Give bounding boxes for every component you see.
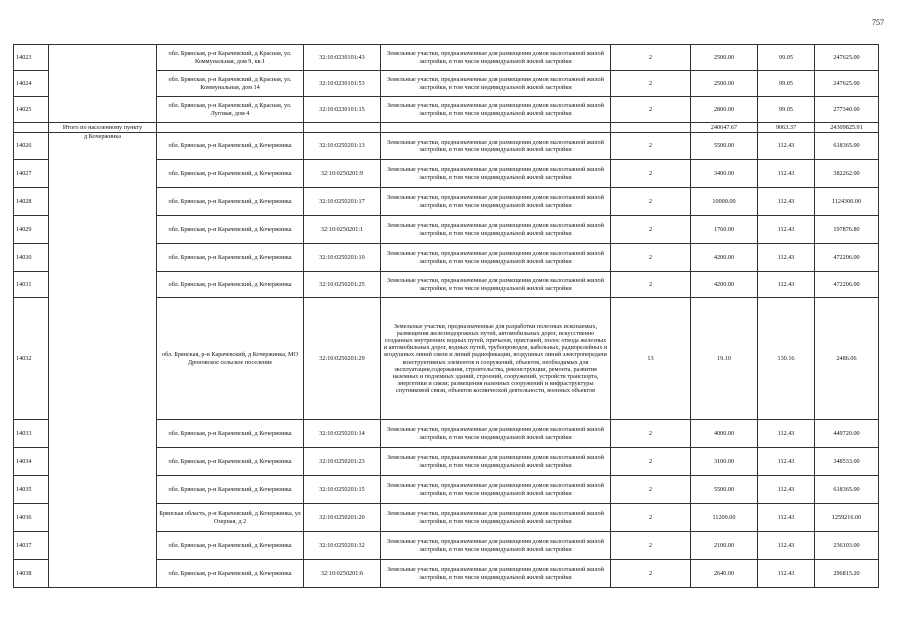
group-code-cell: 2 bbox=[611, 188, 691, 216]
address-cell: обл. Брянская, р-н Карачевский, д Кочержинка bbox=[157, 272, 304, 298]
specific-value-cell: 112.43 bbox=[758, 420, 815, 448]
area-cell: 2100.00 bbox=[691, 532, 758, 560]
land-use-cell: Земельные участки, предназначенные для размещения домов малоэтажной жилой застройки, в том числе индивидуальной жилой застройки bbox=[381, 71, 611, 97]
address-cell: обл. Брянская, р-н Карачевский, д Кочержинка bbox=[157, 476, 304, 504]
address-cell: обл. Брянская, р-н Карачевский, д Кочержинка bbox=[157, 244, 304, 272]
address-cell: Брянская область, р-н Карачевский, д Кочержинка, ул Озерная, д 2 bbox=[157, 504, 304, 532]
area-cell: 1760.00 bbox=[691, 216, 758, 244]
cadastral-number-cell: 32:10:0250201:14 bbox=[304, 420, 381, 448]
area-cell: 2500.00 bbox=[691, 71, 758, 97]
land-use-cell: Земельные участки, предназначенные для размещения домов малоэтажной жилой застройки, в том числе индивидуальной жилой застройки bbox=[381, 420, 611, 448]
group-code-cell: 2 bbox=[611, 532, 691, 560]
cadastral-value-cell: 296815.20 bbox=[815, 560, 879, 588]
address-cell: обл. Брянская, р-н Карачевский, д Кочержинка bbox=[157, 420, 304, 448]
group-code-cell: 2 bbox=[611, 216, 691, 244]
subtotal-empty bbox=[611, 123, 691, 133]
row-number: 14031 bbox=[14, 272, 49, 298]
row-number: 14032 bbox=[14, 298, 49, 420]
cadastral-number-cell: 32:10:0250201:1 bbox=[304, 216, 381, 244]
specific-value-cell: 99.05 bbox=[758, 97, 815, 123]
subtotal-number bbox=[14, 123, 49, 133]
subtotal-empty bbox=[381, 123, 611, 133]
land-use-cell: Земельные участки, предназначенные для размещения домов малоэтажной жилой застройки, в том числе индивидуальной жилой застройки bbox=[381, 448, 611, 476]
cadastral-value-cell: 618365.00 bbox=[815, 133, 879, 160]
specific-value-cell: 112.43 bbox=[758, 244, 815, 272]
cadastral-value-cell: 247625.00 bbox=[815, 71, 879, 97]
group-code-cell: 2 bbox=[611, 448, 691, 476]
area-cell: 4200.00 bbox=[691, 272, 758, 298]
subtotal-cadastral-value: 24309825.91 bbox=[815, 123, 879, 133]
address-cell: обл. Брянская, р-н Карачевский, д Кочержинка bbox=[157, 216, 304, 244]
area-cell: 3100.00 bbox=[691, 448, 758, 476]
cadastral-value-cell: 472206.00 bbox=[815, 244, 879, 272]
group-code-cell: 2 bbox=[611, 133, 691, 160]
cadastral-number-cell: 32:10:0250201:23 bbox=[304, 448, 381, 476]
area-cell: 4200.00 bbox=[691, 244, 758, 272]
address-cell: обл. Брянская, р-н Карачевский, д Красная, ул. Коммунальная, дом 14 bbox=[157, 71, 304, 97]
cadastral-value-cell: 382262.00 bbox=[815, 160, 879, 188]
cadastral-value-cell: 348533.00 bbox=[815, 448, 879, 476]
cadastral-number-cell: 32:10:0230101:15 bbox=[304, 97, 381, 123]
cadastral-number-cell: 32:10:0250201:10 bbox=[304, 244, 381, 272]
cadastral-value-cell: 247625.00 bbox=[815, 45, 879, 71]
land-use-cell: Земельные участки, предназначенные для размещения домов малоэтажной жилой застройки, в том числе индивидуальной жилой застройки bbox=[381, 216, 611, 244]
row-number: 14036 bbox=[14, 504, 49, 532]
area-cell: 2500.00 bbox=[691, 45, 758, 71]
land-use-cell: Земельные участки, предназначенные для размещения домов малоэтажной жилой застройки, в том числе индивидуальной жилой застройки bbox=[381, 188, 611, 216]
specific-value-cell: 112.43 bbox=[758, 216, 815, 244]
cadastral-value-cell: 449720.00 bbox=[815, 420, 879, 448]
land-use-cell: Земельные участки, предназначенные для размещения домов малоэтажной жилой застройки, в том числе индивидуальной жилой застройки bbox=[381, 504, 611, 532]
cadastral-value-cell: 2486.06 bbox=[815, 298, 879, 420]
land-use-cell: Земельные участки, предназначенные для размещения домов малоэтажной жилой застройки, в том числе индивидуальной жилой застройки bbox=[381, 97, 611, 123]
cadastral-value-cell: 197876.80 bbox=[815, 216, 879, 244]
row-number: 14030 bbox=[14, 244, 49, 272]
area-cell: 2640.00 bbox=[691, 560, 758, 588]
specific-value-cell: 112.43 bbox=[758, 448, 815, 476]
area-cell: 10000.00 bbox=[691, 188, 758, 216]
subtotal-row bbox=[14, 123, 879, 133]
specific-value-cell: 112.43 bbox=[758, 133, 815, 160]
area-cell: 5500.00 bbox=[691, 133, 758, 160]
group-code-cell: 2 bbox=[611, 476, 691, 504]
group-code-cell: 2 bbox=[611, 160, 691, 188]
row-number: 14029 bbox=[14, 216, 49, 244]
group-code-cell: 13 bbox=[611, 298, 691, 420]
table-row bbox=[14, 133, 879, 160]
area-cell: 3400.00 bbox=[691, 160, 758, 188]
address-cell: обл. Брянская, р-н Карачевский, д Кочержинка bbox=[157, 133, 304, 160]
area-cell: 19.10 bbox=[691, 298, 758, 420]
locality-cell bbox=[49, 45, 157, 123]
cadastral-number-cell: 32:10:0250201:17 bbox=[304, 188, 381, 216]
row-number: 14028 bbox=[14, 188, 49, 216]
specific-value-cell: 130.16 bbox=[758, 298, 815, 420]
specific-value-cell: 112.43 bbox=[758, 160, 815, 188]
address-cell: обл. Брянская, р-н Карачевский, д Кочержинка bbox=[157, 532, 304, 560]
cadastral-number-cell: 32:10:0250201:29 bbox=[304, 298, 381, 420]
table-row bbox=[14, 45, 879, 71]
specific-value-cell: 112.43 bbox=[758, 560, 815, 588]
land-use-cell: Земельные участки, предназначенные для размещения домов малоэтажной жилой застройки, в том числе индивидуальной жилой застройки bbox=[381, 272, 611, 298]
row-number: 14033 bbox=[14, 420, 49, 448]
row-number: 14027 bbox=[14, 160, 49, 188]
land-use-cell: Земельные участки, предназначенные для размещения домов малоэтажной жилой застройки, в том числе индивидуальной жилой застройки bbox=[381, 560, 611, 588]
cadastral-number-cell: 32:10:0250201:6 bbox=[304, 560, 381, 588]
cadastral-value-cell: 472206.00 bbox=[815, 272, 879, 298]
specific-value-cell: 112.43 bbox=[758, 532, 815, 560]
cadastral-number-cell: 32:10:0230101:43 bbox=[304, 45, 381, 71]
cadastral-number-cell: 32:10:0250201:20 bbox=[304, 504, 381, 532]
specific-value-cell: 112.43 bbox=[758, 504, 815, 532]
cadastral-value-cell: 618365.00 bbox=[815, 476, 879, 504]
land-use-cell: Земельные участки, предназначенные для размещения домов малоэтажной жилой застройки, в том числе индивидуальной жилой застройки bbox=[381, 160, 611, 188]
address-cell: обл. Брянская, р-н Карачевский, д Кочержинка bbox=[157, 160, 304, 188]
specific-value-cell: 99.05 bbox=[758, 71, 815, 97]
cadastral-value-cell: 1259216.00 bbox=[815, 504, 879, 532]
group-code-cell: 2 bbox=[611, 97, 691, 123]
land-use-cell: Земельные участки, предназначенные для разработки полезных ископаемых, размещения железнодорожных путей, автомобильных дорог, искусственно созданных внутренних водных путей, причалов, пристаней, полос отвода железных и автомобильных дорог, водных путей, трубопроводов, кабельных, радиорелейных и воздушных линий связи и линий радиофикации, воздушных линий электропередачи конструктивных элементов и сооружений, объектов, необходимых для эксплуатации,содержания, строительства, реконструкции, ремонта, развития наземных и подземных зданий, строений, сооружений, устройств транспорта, энергетики и связи; размещения наземных сооружений и инфраструктуры спутниковой связи, объектов космической деятельности, военных объектов bbox=[381, 298, 611, 420]
row-number: 14025 bbox=[14, 97, 49, 123]
row-number: 14037 bbox=[14, 532, 49, 560]
group-code-cell: 2 bbox=[611, 504, 691, 532]
cadastral-number-cell: 32:10:0250201:25 bbox=[304, 272, 381, 298]
land-use-cell: Земельные участки, предназначенные для размещения домов малоэтажной жилой застройки, в том числе индивидуальной жилой застройки bbox=[381, 532, 611, 560]
cadastral-value-cell: 1124300.00 bbox=[815, 188, 879, 216]
cadastral-value-cell: 277340.00 bbox=[815, 97, 879, 123]
address-cell: обл. Брянская, р-н Карачевский, д Кочержинка, МО Дроновское сельское поселение bbox=[157, 298, 304, 420]
row-number: 14026 bbox=[14, 133, 49, 160]
group-code-cell: 2 bbox=[611, 71, 691, 97]
cadastral-value-cell: 236103.00 bbox=[815, 532, 879, 560]
land-use-cell: Земельные участки, предназначенные для размещения домов малоэтажной жилой застройки, в том числе индивидуальной жилой застройки bbox=[381, 244, 611, 272]
address-cell: обл. Брянская, р-н Карачевский, д Кочержинка bbox=[157, 448, 304, 476]
cadastral-number-cell: 32:10:0230101:53 bbox=[304, 71, 381, 97]
group-code-cell: 2 bbox=[611, 420, 691, 448]
specific-value-cell: 112.43 bbox=[758, 188, 815, 216]
cadastral-number-cell: 32:10:0250201:9 bbox=[304, 160, 381, 188]
land-use-cell: Земельные участки, предназначенные для размещения домов малоэтажной жилой застройки, в том числе индивидуальной жилой застройки bbox=[381, 133, 611, 160]
cadastral-value-table bbox=[13, 44, 879, 588]
table-body bbox=[14, 45, 879, 588]
group-code-cell: 2 bbox=[611, 45, 691, 71]
subtotal-label: Итого по населенному пункту bbox=[49, 123, 157, 133]
address-cell: обл. Брянская, р-н Карачевский, д Кочержинка bbox=[157, 560, 304, 588]
subtotal-empty bbox=[304, 123, 381, 133]
subtotal-area: 240647.67 bbox=[691, 123, 758, 133]
row-number: 14038 bbox=[14, 560, 49, 588]
subtotal-specific-value: 9063.37 bbox=[758, 123, 815, 133]
subtotal-empty bbox=[157, 123, 304, 133]
address-cell: обл. Брянская, р-н Карачевский, д Красная, ул. Луговая, дом 4 bbox=[157, 97, 304, 123]
specific-value-cell: 112.43 bbox=[758, 272, 815, 298]
row-number: 14023 bbox=[14, 45, 49, 71]
area-cell: 5500.00 bbox=[691, 476, 758, 504]
row-number: 14034 bbox=[14, 448, 49, 476]
row-number: 14024 bbox=[14, 71, 49, 97]
address-cell: обл. Брянская, р-н Карачевский, д Красная, ул. Коммунальная, дом 9, кв.1 bbox=[157, 45, 304, 71]
area-cell: 2800.00 bbox=[691, 97, 758, 123]
address-cell: обл. Брянская, р-н Карачевский, д Кочержинка bbox=[157, 188, 304, 216]
area-cell: 11200.00 bbox=[691, 504, 758, 532]
group-code-cell: 2 bbox=[611, 272, 691, 298]
cadastral-number-cell: 32:10:0250201:15 bbox=[304, 476, 381, 504]
cadastral-number-cell: 32:10:0250201:32 bbox=[304, 532, 381, 560]
specific-value-cell: 99.05 bbox=[758, 45, 815, 71]
specific-value-cell: 112.43 bbox=[758, 476, 815, 504]
land-use-cell: Земельные участки, предназначенные для размещения домов малоэтажной жилой застройки, в том числе индивидуальной жилой застройки bbox=[381, 476, 611, 504]
cadastral-number-cell: 32:10:0250201:13 bbox=[304, 133, 381, 160]
group-code-cell: 2 bbox=[611, 244, 691, 272]
land-use-cell: Земельные участки, предназначенные для размещения домов малоэтажной жилой застройки, в том числе индивидуальной жилой застройки bbox=[381, 45, 611, 71]
area-cell: 4000.00 bbox=[691, 420, 758, 448]
row-number: 14035 bbox=[14, 476, 49, 504]
locality-name: д Кочержинка bbox=[49, 133, 157, 588]
page-number: 757 bbox=[872, 18, 884, 27]
group-code-cell: 2 bbox=[611, 560, 691, 588]
